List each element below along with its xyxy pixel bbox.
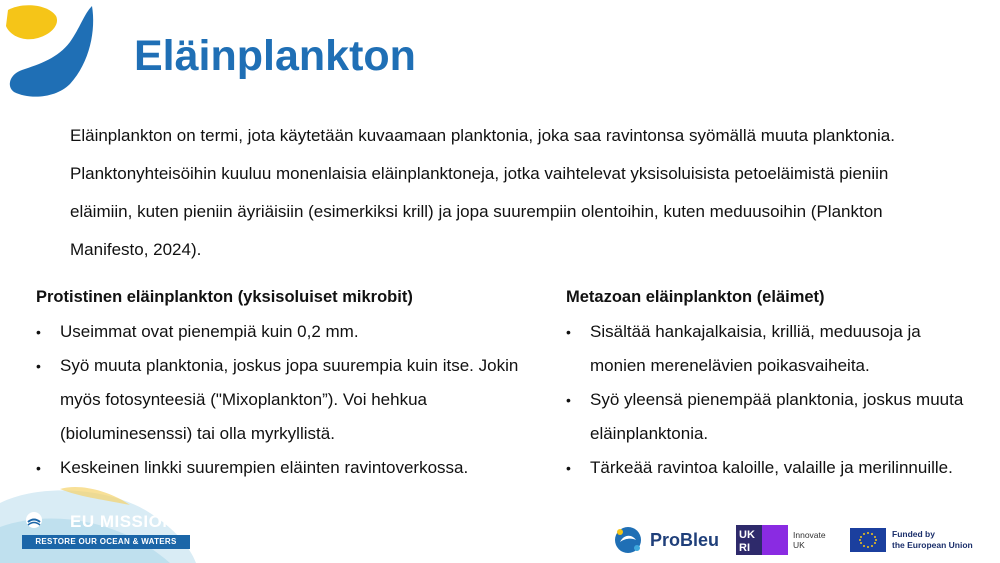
bullet-icon: • [36, 358, 41, 374]
list-item: • Keskeinen linkki suurempien eläinten ravintoverkossa. [36, 451, 536, 485]
ukri-icon [736, 525, 788, 555]
eu-missions-title: EU MISSIONS [70, 512, 187, 531]
innovate-uk-logo [736, 520, 826, 560]
protist-heading: Protistinen eläinplankton (yksisoluiset mikrobit) [36, 288, 413, 306]
svg-text:RI: RI [739, 542, 750, 554]
protist-list [36, 315, 536, 485]
intro-paragraph-2: Planktonyhteisöihin kuuluu monenlaisia eläinplanktoneja, jotka vaihtelevat yksisoluisista petoeläimistä pieniin eläimiin, kuten pieniin äyriäisiin (esimerkiksi krill) ja jopa suurempiin olentoihin, kuten meduusoihin (Plankton Manifesto, 2024). [70, 164, 889, 259]
ocean-droplet-icon [24, 508, 68, 532]
list-item: • Syö muuta planktonia, joskus jopa suurempia kuin itse. Jokin myös fotosynteesiä ("Mixoplankton”). Voi hehkua (bioluminesenssi) tai olla myrkyllistä. [36, 349, 536, 451]
eu-missions-logo [22, 512, 192, 552]
list-item: • Tärkeää ravintoa kaloille, valaille ja merilinnuille. [566, 451, 976, 485]
european-union-label: the European Union [892, 540, 973, 550]
list-item: • Sisältää hankajalkaisia, krilliä, meduusoja ja monien merenelävien poikasvaiheita. [566, 315, 976, 383]
bullet-icon: • [36, 324, 41, 340]
bullet-icon: • [566, 460, 571, 476]
metazoan-heading: Metazoan eläinplankton (eläimet) [566, 288, 825, 306]
intro-paragraph-1: Eläinplankton on termi, jota käytetään kuvaamaan planktonia, joka saa ravintonsa syömällä muuta planktonia. [70, 126, 895, 145]
slide-title: Eläinplankton [134, 32, 416, 80]
list-item: • Syö yleensä pienempää planktonia, joskus muuta eläinplanktonia. [566, 383, 976, 451]
probleu-label: ProBleu [650, 529, 720, 550]
metazoan-zooplankton-column [566, 285, 976, 485]
protist-zooplankton-column [36, 285, 536, 485]
bullet-icon: • [36, 460, 41, 476]
funded-by-label: Funded by [892, 529, 935, 539]
metazoan-list [566, 315, 976, 485]
probleu-icon [612, 524, 644, 556]
svg-text:UK: UK [739, 529, 755, 541]
innovate-label: Innovate [793, 530, 826, 540]
intro-text [70, 117, 950, 269]
list-item: • Useimmat ovat pienempiä kuin 0,2 mm. [36, 315, 536, 349]
eu-missions-subtitle: RESTORE OUR OCEAN & WATERS [22, 535, 190, 549]
bullet-icon: • [566, 392, 571, 408]
bullet-icon: • [566, 324, 571, 340]
brand-logo-shape [0, 0, 100, 100]
uk-label: UK [793, 540, 805, 550]
probleu-logo [612, 520, 719, 560]
eu-flag-icon [850, 528, 886, 552]
eu-funding-logo [850, 520, 973, 560]
partner-logos [612, 520, 982, 560]
